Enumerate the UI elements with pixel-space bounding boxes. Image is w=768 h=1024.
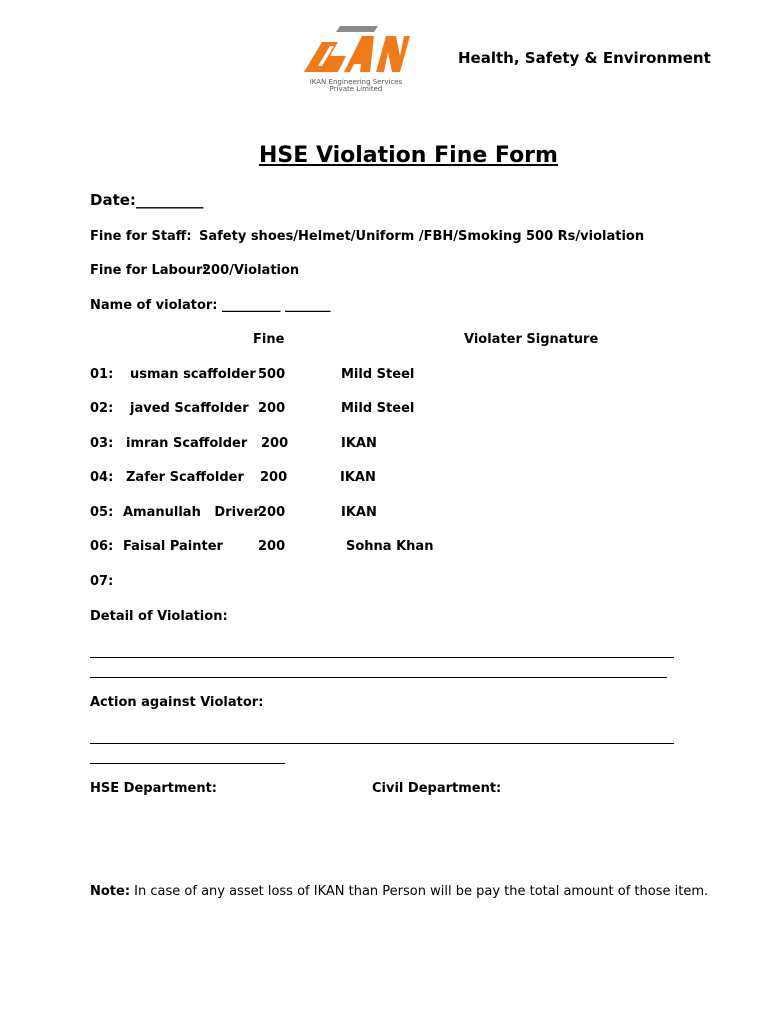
row-number: 04: — [90, 470, 114, 485]
row-signature: IKAN — [340, 470, 376, 485]
row-signature: IKAN — [341, 436, 377, 451]
row-fine: 200 — [261, 436, 289, 451]
row-name: javed Scaffolder — [130, 401, 249, 416]
column-header-signature: Violater Signature — [464, 332, 599, 347]
hse-department-signature: HSE Department: — [90, 781, 217, 796]
row-name: imran Scaffolder — [126, 436, 248, 451]
row-number: 07: — [90, 574, 114, 589]
row-fine: 200 — [258, 505, 286, 520]
row-fine: 200 — [260, 470, 288, 485]
labour-fine-label: Fine for Labour: — [90, 263, 208, 278]
action-line-2 — [90, 763, 285, 764]
action-line-1 — [90, 743, 674, 744]
form-title: HSE Violation Fine Form — [259, 143, 558, 168]
company-logo — [300, 22, 412, 94]
department-heading: Health, Safety & Environment — [458, 49, 711, 67]
logo-subtitle-1: IKAN Engineering Services — [309, 78, 403, 86]
row-fine: 500 — [258, 367, 286, 382]
row-signature: IKAN — [341, 505, 377, 520]
detail-of-violation-label: Detail of Violation: — [90, 609, 228, 624]
row-number: 02: — [90, 401, 114, 416]
date-field: Date:_________ — [90, 191, 204, 209]
row-name: usman scaffolder — [130, 367, 256, 382]
row-number: 03: — [90, 436, 114, 451]
row-number: 06: — [90, 539, 114, 554]
row-number: 01: — [90, 367, 114, 382]
row-name: Zafer Scaffolder — [126, 470, 244, 485]
row-name: Amanullah Driver — [123, 505, 260, 520]
civil-department-signature: Civil Department: — [372, 781, 502, 796]
row-fine: 200 — [258, 401, 286, 416]
staff-fine-label: Fine for Staff: — [90, 229, 192, 244]
detail-line-1 — [90, 657, 674, 658]
staff-fine-amount: 500 Rs/violation — [526, 229, 645, 244]
detail-line-2 — [90, 677, 667, 678]
row-signature: Mild Steel — [341, 401, 415, 416]
row-fine: 200 — [258, 539, 286, 554]
note-text: In case of any asset loss of IKAN than Person will be pay the total amount of those item. — [130, 884, 709, 899]
row-number: 05: — [90, 505, 114, 520]
violator-name-field: Name of violator: _________ _______ — [90, 298, 331, 313]
column-header-fine: Fine — [253, 332, 285, 347]
row-name: Faisal Painter — [123, 539, 223, 554]
ikan-logo-graphic — [300, 22, 412, 78]
note — [90, 884, 708, 899]
labour-fine-amount: 200/Violation — [202, 263, 300, 278]
staff-fine-items: Safety shoes/Helmet/Uniform /FBH/Smoking — [199, 229, 522, 244]
action-against-violator-label: Action against Violator: — [90, 695, 264, 710]
row-signature: Sohna Khan — [346, 539, 434, 554]
logo-subtitle-2: Private Limited — [329, 85, 383, 93]
row-signature: Mild Steel — [341, 367, 415, 382]
note-label: Note: — [90, 884, 131, 899]
